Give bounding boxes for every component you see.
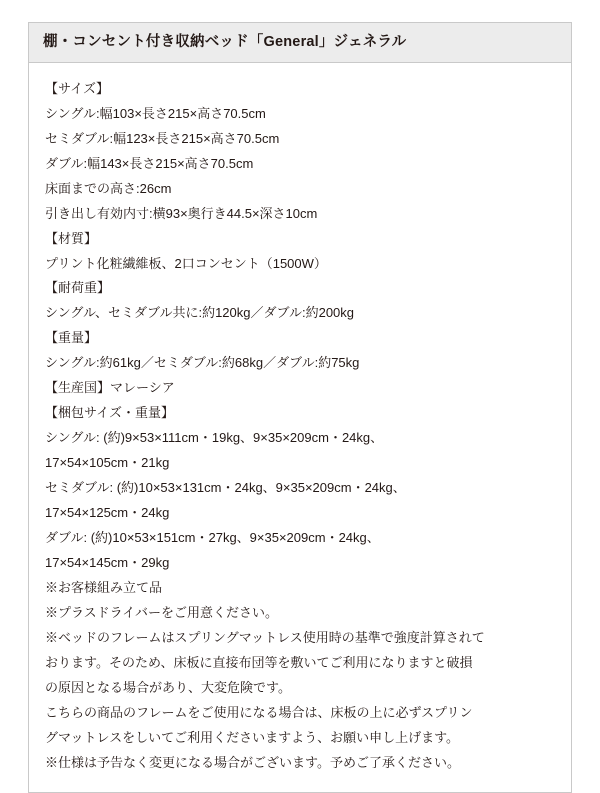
spec-line: プリント化粧繊維板、2口コンセント（1500W） xyxy=(45,255,327,271)
spec-line: 【サイズ】 xyxy=(45,80,109,96)
spec-line: グマットレスをしいてご利用くださいますよう、お願い申し上げます。 xyxy=(45,729,460,745)
spec-line: ダブル:幅143×長さ215×高さ70.5cm xyxy=(45,155,254,171)
spec-line: シングル、セミダブル共に:約120kg／ダブル:約200kg xyxy=(45,305,355,321)
spec-line: ※仕様は予告なく変更になる場合がございます。予めご了承ください。 xyxy=(45,754,460,770)
spec-line: 17×54×105cm・21kg xyxy=(45,455,170,471)
spec-line: ※ベッドのフレームはスプリングマットレス使用時の基準で強度計算されて xyxy=(45,629,485,645)
spec-line: 【梱包サイズ・重量】 xyxy=(45,405,174,421)
spec-line: こちらの商品のフレームをご使用になる場合は、床板の上に必ずスプリン xyxy=(45,704,473,720)
spec-line: シングル:約61kg／セミダブル:約68kg／ダブル:約75kg xyxy=(45,355,360,371)
spec-line: 引き出し有効内寸:横93×奥行き44.5×深さ10cm xyxy=(45,205,318,221)
spec-line: の原因となる場合があり、大変危険です。 xyxy=(45,679,291,695)
spec-line: 17×54×145cm・29kg xyxy=(45,554,170,570)
spec-line: 【重量】 xyxy=(45,330,98,346)
spec-line: 17×54×125cm・24kg xyxy=(45,505,170,521)
specification-card xyxy=(28,22,572,793)
spec-line: おります。そのため、床板に直接布団等を敷いてご利用になりますと破損 xyxy=(45,654,473,670)
spec-line: ※お客様組み立て品 xyxy=(45,579,163,595)
spec-line: シングル: (約)9×53×111cm・19kg、9×35×209cm・24kg、 xyxy=(45,430,384,446)
spec-card-body xyxy=(29,63,571,792)
spec-line: 床面までの高さ:26cm xyxy=(45,180,172,196)
spec-line: ※プラスドライバーをご用意ください。 xyxy=(45,604,278,620)
spec-line: 【生産国】マレーシア xyxy=(45,380,175,396)
spec-line: セミダブル:幅123×長さ215×高さ70.5cm xyxy=(45,130,280,146)
spec-line: シングル:幅103×長さ215×高さ70.5cm xyxy=(45,105,266,121)
spec-line: 【耐荷重】 xyxy=(45,280,111,296)
spec-card-title: 棚・コンセント付き収納ベッド「General」ジェネラル xyxy=(29,23,571,63)
spec-line: 【材質】 xyxy=(45,230,98,246)
spec-line: セミダブル: (約)10×53×131cm・24kg、9×35×209cm・24kg、 xyxy=(45,480,406,496)
spec-line: ダブル: (約)10×53×151cm・27kg、9×35×209cm・24kg、 xyxy=(45,530,380,545)
